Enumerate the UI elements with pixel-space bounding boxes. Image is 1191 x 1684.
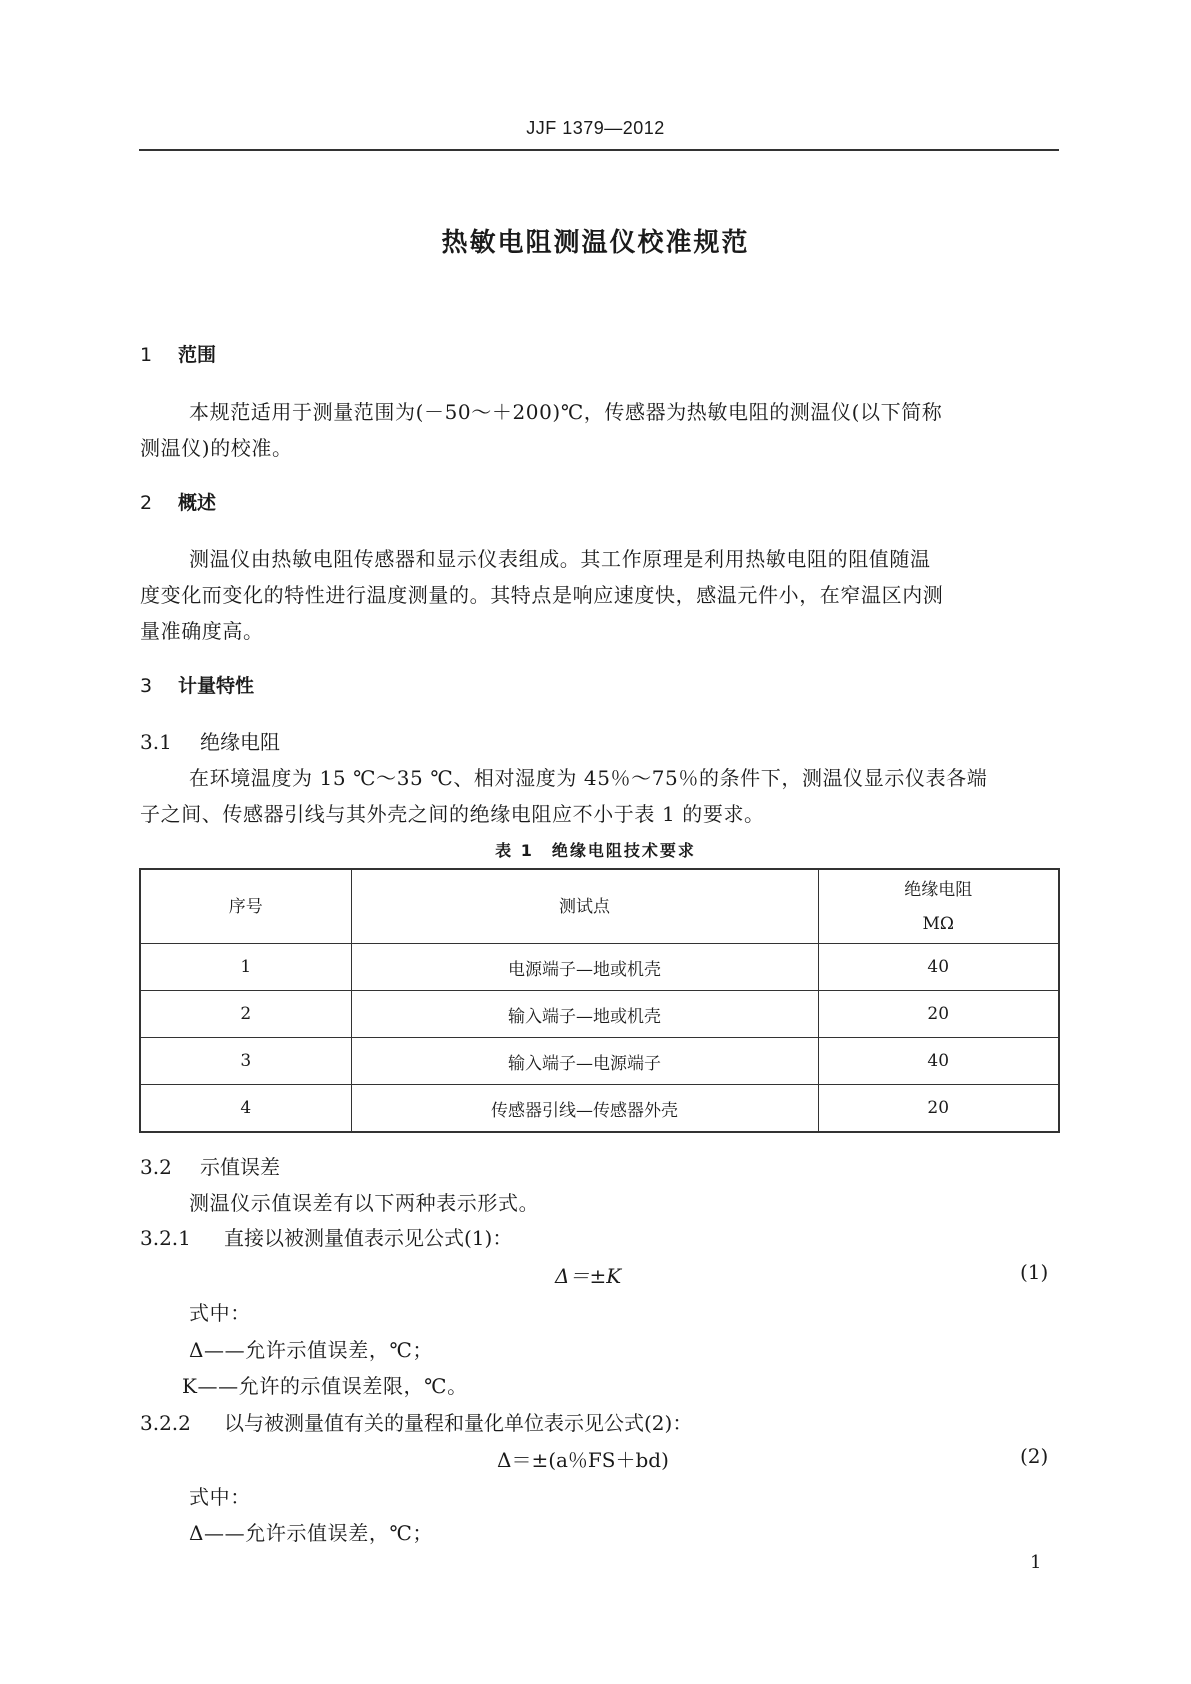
table-caption: 表 1 绝缘电阻技术要求	[495, 841, 696, 860]
cell-index: 2	[140, 991, 351, 1038]
section-number: 3.2	[140, 1155, 172, 1179]
document-title: 热敏电阻测温仪校准规范	[441, 228, 750, 258]
section-title: 以与被测量值有关的量程和量化单位表示见公式(2)：	[224, 1411, 693, 1435]
cell-index: 4	[140, 1085, 351, 1133]
subsection-3-2-2-heading	[140, 1407, 692, 1436]
table-header-row	[140, 869, 1059, 944]
header-rule	[139, 149, 1059, 151]
cell-test-point: 输入端子—地或机壳	[351, 991, 818, 1038]
section-1-heading	[140, 340, 216, 367]
paragraph-line: 测温仪)的校准。	[140, 436, 293, 460]
paragraph-line: 在环境温度为 15 ℃～35 ℃、相对湿度为 45％～75％的条件下，测温仪显示仪表各端	[189, 766, 988, 790]
header-test-point: 测试点	[351, 869, 818, 944]
cell-test-point: 传感器引线—传感器外壳	[351, 1085, 818, 1133]
cell-test-point: 电源端子—地或机壳	[351, 944, 818, 991]
section-title: 绝缘电阻	[200, 730, 280, 754]
section-number: 2	[140, 492, 153, 514]
equation-number: (1)	[1020, 1260, 1049, 1284]
definition-line: Δ——允许示值误差，℃；	[189, 1338, 434, 1362]
table-row	[140, 1085, 1059, 1133]
section-3-heading	[140, 671, 254, 698]
subsection-3-1-heading	[140, 726, 280, 755]
cell-index: 1	[140, 944, 351, 991]
table-row	[140, 944, 1059, 991]
cell-resistance: 20	[818, 1085, 1059, 1133]
cell-resistance: 40	[818, 944, 1059, 991]
where-label: 式中：	[189, 1301, 251, 1325]
header-index: 序号	[140, 869, 351, 944]
table-row	[140, 991, 1059, 1038]
definition-line: Δ——允许示值误差，℃；	[189, 1521, 434, 1545]
section-title: 范围	[178, 344, 217, 366]
cell-resistance: 40	[818, 1038, 1059, 1085]
page-number: 1	[1030, 1552, 1042, 1573]
section-number: 1	[140, 344, 153, 366]
header-resistance-label: 绝缘电阻	[904, 879, 973, 900]
equation-number: (2)	[1020, 1444, 1049, 1468]
where-label: 式中：	[189, 1485, 251, 1509]
section-title: 直接以被测量值表示见公式(1)：	[224, 1226, 513, 1250]
paragraph-line: 本规范适用于测量范围为(－50～＋200)℃，传感器为热敏电阻的测温仪(以下简称	[189, 400, 943, 424]
section-2-heading	[140, 488, 216, 515]
subsection-3-2-heading	[140, 1151, 280, 1180]
definition-line: K——允许的示值误差限，℃。	[182, 1374, 468, 1398]
section-title: 概述	[178, 492, 217, 514]
section-number: 3.2.2	[140, 1411, 191, 1435]
document-code-header: JJF 1379—2012	[526, 118, 665, 138]
paragraph-line: 度变化而变化的特性进行温度测量的。其特点是响应速度快，感温元件小，在窄温区内测	[140, 583, 944, 607]
insulation-resistance-table	[139, 868, 1060, 1133]
subsection-3-2-1-heading	[140, 1222, 512, 1251]
section-title: 计量特性	[178, 675, 255, 697]
section-number: 3.1	[140, 730, 172, 754]
paragraph-line: 测温仪示值误差有以下两种表示形式。	[189, 1191, 540, 1215]
header-resistance	[818, 869, 1059, 944]
formula-1: Δ＝±K	[555, 1264, 622, 1288]
header-resistance-unit: MΩ	[922, 913, 954, 934]
paragraph-line: 子之间、传感器引线与其外壳之间的绝缘电阻应不小于表 1 的要求。	[140, 802, 765, 826]
paragraph-line: 测温仪由热敏电阻传感器和显示仪表组成。其工作原理是利用热敏电阻的阻值随温	[189, 547, 931, 571]
section-number: 3.2.1	[140, 1226, 191, 1250]
formula-2: Δ＝±(a％FS＋bd)	[497, 1448, 669, 1472]
cell-index: 3	[140, 1038, 351, 1085]
cell-resistance: 20	[818, 991, 1059, 1038]
cell-test-point: 输入端子—电源端子	[351, 1038, 818, 1085]
table-row	[140, 1038, 1059, 1085]
section-number: 3	[140, 675, 153, 697]
paragraph-line: 量准确度高。	[140, 619, 264, 643]
section-title: 示值误差	[200, 1155, 280, 1179]
